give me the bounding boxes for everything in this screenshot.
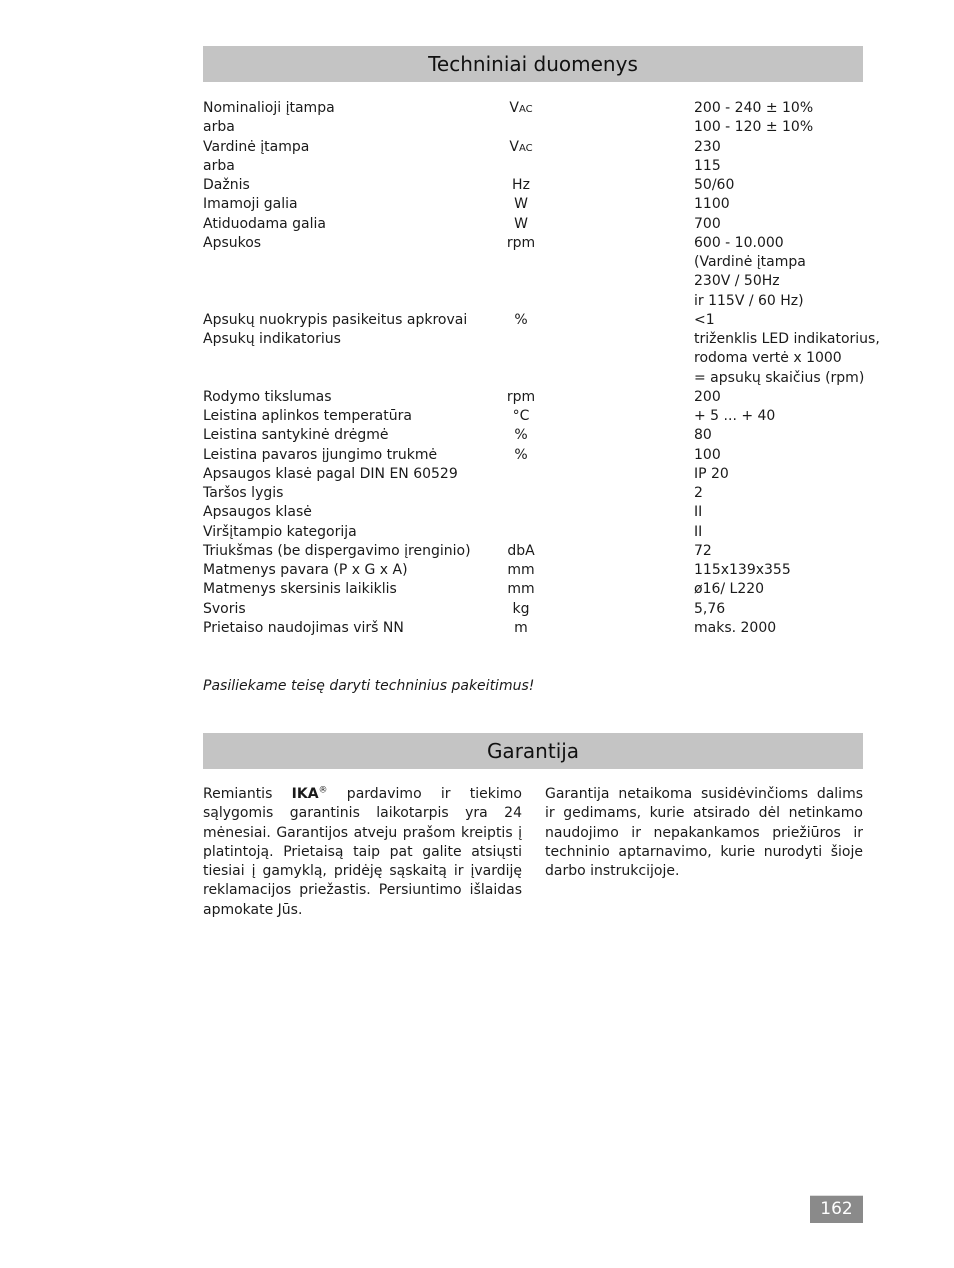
spec-value: 80 xyxy=(694,427,712,444)
spec-row xyxy=(203,542,867,561)
spec-label: Triukšmas (be dispergavimo įrenginio) xyxy=(203,542,471,559)
spec-value: 600 - 10.000 xyxy=(694,234,784,251)
spec-row xyxy=(203,311,867,330)
spec-row xyxy=(203,600,867,619)
spec-unit-main: % xyxy=(514,311,528,328)
spec-label: Matmenys pavara (P x G x A) xyxy=(203,562,408,578)
spec-value: 115 xyxy=(694,157,721,174)
spec-row xyxy=(203,99,867,118)
spec-unit xyxy=(481,580,561,600)
spec-unit xyxy=(481,215,561,235)
spec-unit-main: °C xyxy=(512,408,530,424)
spec-unit-main: V xyxy=(509,138,519,155)
spec-row xyxy=(203,446,867,465)
spec-value: = apsukų skaičius (rpm) xyxy=(694,369,865,386)
spec-label: Leistina santykinė drėgmė xyxy=(203,427,389,444)
spec-row xyxy=(203,138,867,157)
spec-label: Leistina pavaros įjungimo trukmė xyxy=(203,446,438,463)
spec-unit-main: mm xyxy=(507,562,535,578)
spec-unit-main: m xyxy=(514,619,528,636)
spec-unit xyxy=(481,311,561,331)
spec-row xyxy=(203,407,867,426)
spec-unit xyxy=(481,234,561,254)
warranty-body: pardavimo ir tiekimo sąlygomis garantinis laikotarpis yra 24 mėnesiai. Garantijos atveju prašom kreiptis į platintoją. Prietaisą taip pat galite atsiųsti tiesiai į gamyklą, pridėję sąskaitą ir įvardiję reklamacijos priežastis. Persiuntimo išlaidas apmokate Jūs. xyxy=(203,786,522,918)
spec-unit xyxy=(481,195,561,215)
spec-unit-main: rpm xyxy=(506,234,536,251)
spec-row xyxy=(203,580,867,599)
spec-unit-main: W xyxy=(514,215,528,232)
spec-unit xyxy=(481,619,561,639)
spec-row xyxy=(203,426,867,445)
spec-value: rodoma vertė x 1000 xyxy=(694,350,842,367)
section-header-warranty: Garantija xyxy=(203,733,863,769)
spec-value: triženklis LED indikatorius, xyxy=(694,331,880,347)
spec-row xyxy=(203,503,867,522)
spec-unit xyxy=(481,561,561,581)
spec-unit-main: mm xyxy=(507,581,535,598)
spec-row xyxy=(203,292,867,311)
spec-value: 700 xyxy=(694,215,721,232)
spec-label: Apsukų indikatorius xyxy=(203,331,341,347)
spec-label: arba xyxy=(203,157,235,174)
spec-label: Apsukų nuokrypis pasikeitus apkrovai xyxy=(203,311,468,328)
spec-unit-subscript: AC xyxy=(518,104,533,115)
spec-label: arba xyxy=(203,119,235,136)
spec-row xyxy=(203,215,867,234)
spec-label: Matmenys skersinis laikiklis xyxy=(203,581,397,598)
spec-value: <1 xyxy=(694,311,715,328)
spec-unit xyxy=(481,542,561,562)
spec-row xyxy=(203,523,867,542)
spec-row xyxy=(203,272,867,291)
spec-unit xyxy=(481,407,561,427)
spec-value: (Vardinė įtampa xyxy=(694,254,806,270)
spec-label: Apsaugos klasė pagal DIN EN 60529 xyxy=(203,465,458,482)
spec-row xyxy=(203,484,867,503)
spec-unit-main: Hz xyxy=(512,177,530,193)
spec-label: Taršos lygis xyxy=(203,485,284,501)
spec-unit xyxy=(481,138,561,158)
spec-value: maks. 2000 xyxy=(694,619,777,636)
spec-row xyxy=(203,176,867,195)
spec-label: Viršįtampio kategorija xyxy=(203,523,357,540)
spec-value: II xyxy=(694,504,703,521)
spec-value: 230 xyxy=(694,138,721,155)
spec-unit-main: V xyxy=(509,100,519,116)
spec-label: Apsukos xyxy=(203,234,262,251)
spec-unit-main: kg xyxy=(512,600,530,617)
warranty-text-right: Garantija netaikoma susidėvinčioms dalims ir gedimams, kurie atsirado dėl netinkamo naudojimo ir nepakankamos priežiūros ir techninio aptarnavimo, kurie nurodyti šioje darbo instrukcijoje. xyxy=(545,786,863,880)
page-number: 162 xyxy=(810,1195,863,1223)
spec-value: ir 115V / 60 Hz) xyxy=(694,292,804,309)
spec-value: II xyxy=(694,523,703,540)
spec-row xyxy=(203,234,867,253)
spec-value: 100 - 120 ± 10% xyxy=(694,119,814,136)
spec-unit-main: W xyxy=(514,196,528,213)
spec-unit-main: rpm xyxy=(506,388,536,405)
spec-value: 100 xyxy=(694,446,721,463)
spec-label: Leistina aplinkos temperatūra xyxy=(203,408,412,424)
spec-unit xyxy=(481,446,561,466)
spec-label: Dažnis xyxy=(203,177,250,193)
spec-label: Svoris xyxy=(203,600,246,617)
spec-value: 200 - 240 ± 10% xyxy=(694,100,814,116)
registered-mark: ® xyxy=(318,785,328,796)
spec-unit xyxy=(481,600,561,620)
warranty-text-left xyxy=(203,785,522,920)
spec-unit-main: % xyxy=(514,427,528,444)
spec-label: Vardinė įtampa xyxy=(203,138,310,155)
brand-name: IKA xyxy=(291,786,319,802)
spec-value: 50/60 xyxy=(694,177,735,193)
spec-row xyxy=(203,465,867,484)
spec-label: Atiduodama galia xyxy=(203,215,326,232)
spec-label: Nominalioji įtampa xyxy=(203,100,335,116)
spec-label: Apsaugos klasė xyxy=(203,504,312,521)
spec-unit-main: dbA xyxy=(507,542,535,559)
spec-unit-main: % xyxy=(514,446,528,463)
spec-value: 72 xyxy=(694,542,712,559)
spec-value: 1100 xyxy=(694,196,730,213)
spec-unit xyxy=(481,176,561,196)
technical-changes-note: Pasiliekame teisę daryti techninius pakeitimus! xyxy=(203,678,535,694)
spec-value: 5,76 xyxy=(694,600,726,617)
spec-row xyxy=(203,369,867,388)
spec-label: Rodymo tikslumas xyxy=(203,388,332,405)
spec-unit xyxy=(481,99,561,119)
section-header-technical-data: Techniniai duomenys xyxy=(203,46,863,82)
spec-row xyxy=(203,388,867,407)
spec-value: 230V / 50Hz xyxy=(694,273,780,290)
spec-row xyxy=(203,253,867,272)
spec-value: + 5 ... + 40 xyxy=(694,408,776,424)
spec-row xyxy=(203,619,867,638)
spec-unit xyxy=(481,388,561,408)
spec-row xyxy=(203,118,867,137)
spec-value: ø16/ L220 xyxy=(694,581,765,598)
warranty-prefix: Remiantis xyxy=(203,786,292,802)
spec-label: Imamoji galia xyxy=(203,196,298,213)
spec-value: IP 20 xyxy=(694,465,729,482)
spec-unit-subscript: AC xyxy=(518,142,533,154)
technical-data-table xyxy=(203,99,880,638)
spec-label: Prietaiso naudojimas virš NN xyxy=(203,619,404,636)
spec-row xyxy=(203,561,867,580)
spec-unit xyxy=(481,426,561,446)
spec-value: 200 xyxy=(694,388,721,405)
spec-value: 115x139x355 xyxy=(694,562,791,578)
spec-row xyxy=(203,195,867,214)
spec-row xyxy=(203,349,867,368)
spec-value: 2 xyxy=(694,485,703,501)
spec-row xyxy=(203,157,867,176)
spec-row xyxy=(203,330,880,349)
